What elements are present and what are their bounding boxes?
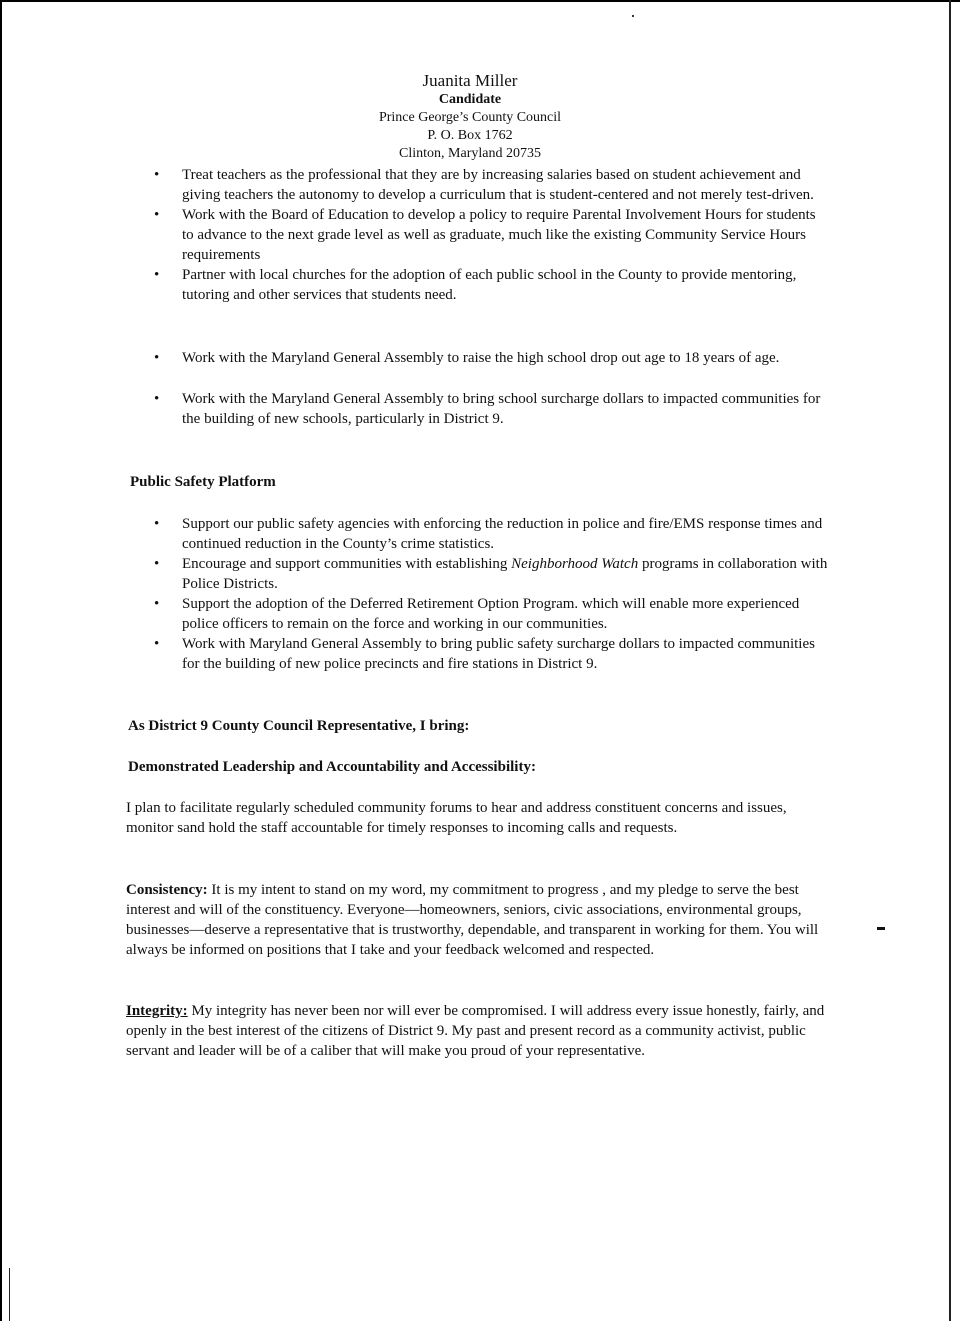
consistency-label: Consistency: xyxy=(126,882,208,898)
scan-artifact-line xyxy=(9,1268,10,1321)
scan-border-right xyxy=(949,0,951,1321)
bullet-icon: • xyxy=(154,596,160,612)
scan-border-left xyxy=(0,0,2,1321)
education-bullets-group-b xyxy=(148,348,828,429)
bullet-icon: • xyxy=(154,556,160,572)
candidate-name: Juanita Miller xyxy=(422,71,518,90)
list-item: • Support the adoption of the Deferred Retirement Option Program. which will enable more experienced police officers to remain on the force and working in our communities. xyxy=(154,596,800,632)
list-item: • Work with the Maryland General Assembly to bring school surcharge dollars to impacted communities for the building of new schools, particularly in District 9. xyxy=(154,391,821,427)
bullet-icon: • xyxy=(154,350,160,366)
list-item: • Treat teachers as the professional that they are by increasing salaries based on student achievement and giving teachers the autonomy to develop a curriculum that is student-centered and not merely test-driven. xyxy=(154,167,814,203)
bullet-icon: • xyxy=(154,391,160,407)
representative-heading: As District 9 County Council Representative, I bring: xyxy=(128,718,470,734)
education-bullets-group-a xyxy=(148,165,828,305)
list-item: • Work with the Maryland General Assembly to raise the high school drop out age to 18 years of age. xyxy=(154,350,780,366)
bullet-icon: • xyxy=(154,636,160,652)
bullet-icon: • xyxy=(154,167,160,183)
organization: Prince George’s County Council xyxy=(378,110,562,125)
public-safety-bullets xyxy=(148,514,828,674)
candidate-title: Candidate xyxy=(438,92,502,107)
integrity-paragraph: Integrity: My integrity has never been nor will ever be compromised. I will address every issue honestly, fairly, and openly in the best interest of the citizens of District 9. My past and present record as a community activist, public servant and leader will be of a caliber that will make you proud of your representative. xyxy=(126,1003,825,1059)
po-box: P. O. Box 1762 xyxy=(427,128,513,143)
list-item: • Encourage and support communities with establishing Neighborhood Watch programs in collaboration with Police Districts. xyxy=(154,556,828,592)
public-safety-heading: Public Safety Platform xyxy=(130,474,276,490)
list-item: • Work with Maryland General Assembly to bring public safety surcharge dollars to impacted communities for the building of new police precincts and fire stations in District 9. xyxy=(154,636,815,672)
list-item: • Work with the Board of Education to develop a policy to require Parental Involvement Hours for students to advance to the next grade level as well as graduate, much like the existing Community Service Hours requirements xyxy=(154,207,816,263)
bullet-icon: • xyxy=(154,207,160,223)
list-item: • Support our public safety agencies with enforcing the reduction in police and fire/EMS response times and continued reduction in the County’s crime statistics. xyxy=(154,516,823,552)
list-item: • Partner with local churches for the adoption of each public school in the County to provide mentoring, tutoring and other services that students need. xyxy=(154,267,797,303)
leadership-subheading: Demonstrated Leadership and Accountability and Accessibility: xyxy=(128,759,536,775)
letterhead xyxy=(0,70,940,163)
leadership-paragraph: I plan to facilitate regularly scheduled community forums to hear and address constituent concerns and issues, monitor sand hold the staff accountable for timely responses to incoming calls and requests. xyxy=(126,800,787,836)
bullet-icon: • xyxy=(154,267,160,283)
consistency-paragraph: Consistency: It is my intent to stand on my word, my commitment to progress , and my pledge to serve the best interest and will of the constituency. Everyone—homeowners, seniors, civic associations, environmental groups, businesses—deserve a representative that is trustworthy, dependable, and transparent in working for them. You will always be informed on positions that I take and your feedback welcomed and respected. xyxy=(126,882,819,958)
scan-border-top xyxy=(0,0,960,2)
city-state-zip: Clinton, Maryland 20735 xyxy=(399,146,541,161)
integrity-label: Integrity: xyxy=(126,1003,188,1019)
program-name: Neighborhood Watch xyxy=(511,556,639,572)
bullet-icon: • xyxy=(154,516,160,532)
scan-artifact-dash xyxy=(877,927,885,930)
scan-artifact-dot xyxy=(632,15,634,17)
